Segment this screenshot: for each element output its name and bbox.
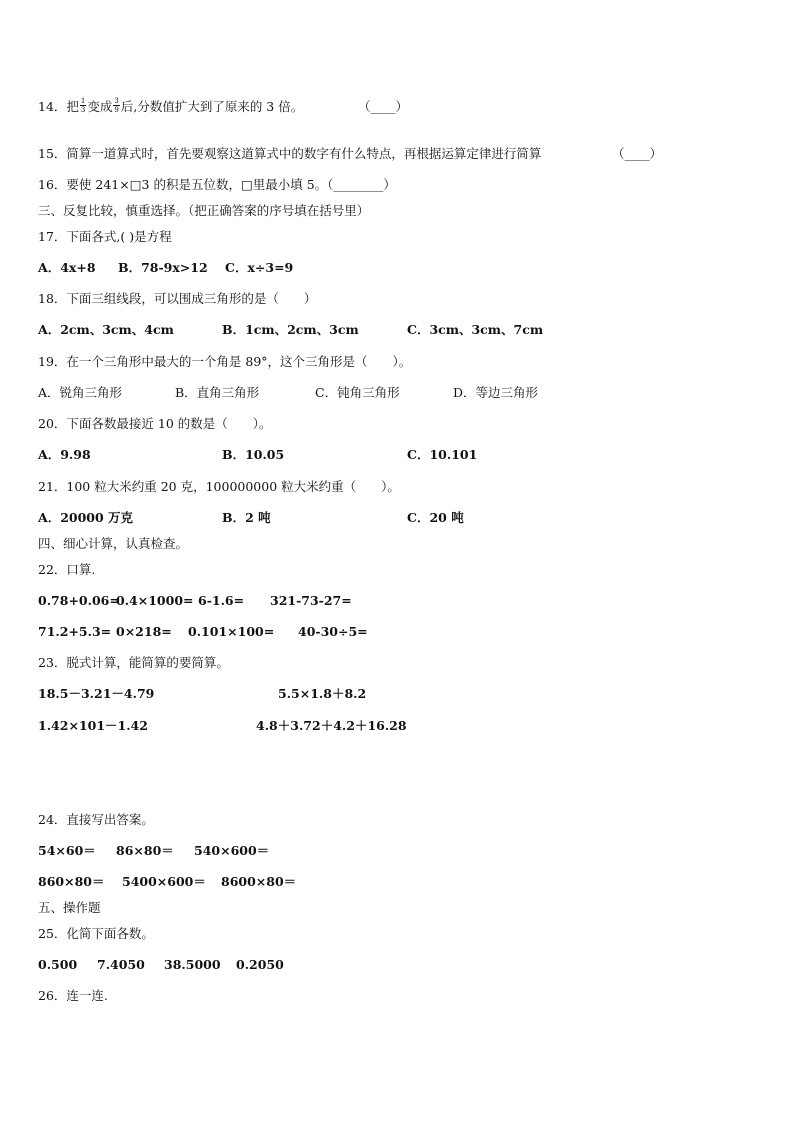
q19-option-a[interactable]: A．锐角三角形 [38, 385, 123, 400]
q22-item: 321-73-27= [270, 593, 352, 608]
section-5-title: 五、操作题 [38, 900, 101, 915]
q24-item: 5400×600＝ [122, 874, 206, 889]
question-17: 17．下面各式,( )是方程 [38, 229, 172, 244]
question-15: 15．简算一道算式时，首先要观察这道算式中的数字有什么特点，再根据运算定律进行简算 [38, 146, 542, 161]
q18-option-b[interactable]: B．1cm、2cm、3cm [222, 322, 359, 337]
q20-option-c[interactable]: C．10.101 [407, 447, 478, 462]
q25-item: 7.4050 [97, 957, 145, 972]
question-16: 16．要使 241×□3 的积是五位数，□里最小填 5。（________） [38, 177, 396, 192]
answer-blank-15[interactable]: （____） [612, 146, 663, 161]
q23-item: 5.5×1.8＋8.2 [278, 686, 367, 701]
q22-item: 0.4×1000= [116, 593, 194, 608]
question-19: 19．在一个三角形中最大的一个角是 89°，这个三角形是（ ）。 [38, 354, 412, 369]
q25-item: 0.2050 [236, 957, 284, 972]
q22-item: 71.2+5.3= [38, 624, 112, 639]
question-14: 14．把 $\frac{1}{3}$ 变成 $\frac{3}{9}$ 后,分数值扩大到了原来的 3 倍。 [38, 97, 304, 114]
section-4-title: 四、细心计算，认真检查。 [38, 536, 189, 551]
question-20: 20．下面各数最接近 10 的数是（ ）。 [38, 416, 272, 431]
answer-blank-14[interactable]: （____） [358, 99, 409, 114]
question-21: 21．100 粒大米约重 20 克，100000000 粒大米约重（ ）。 [38, 479, 400, 494]
q23-item: 4.8＋3.72＋4.2＋16.28 [256, 718, 407, 733]
q23-item: 18.5－3.21－4.79 [38, 686, 155, 701]
q25-item: 38.5000 [164, 957, 221, 972]
fraction-1: $\frac{1}{3}$ [80, 97, 86, 114]
q21-option-c[interactable]: C．20 吨 [407, 510, 464, 525]
q22-item: 6-1.6= [198, 593, 245, 608]
q20-option-b[interactable]: B．10.05 [222, 447, 285, 462]
q22-item: 0.78+0.06= [38, 593, 120, 608]
q21-option-b[interactable]: B．2 吨 [222, 510, 271, 525]
q18-option-c[interactable]: C．3cm、3cm、7cm [407, 322, 544, 337]
q19-option-c[interactable]: C．钝角三角形 [315, 385, 400, 400]
q22-item: 0.101×100= [188, 624, 275, 639]
q24-item: 54×60＝ [38, 843, 96, 858]
q17-option-b[interactable]: B．78-9x>12 [118, 260, 208, 275]
question-26: 26．连一连. [38, 988, 108, 1003]
question-24: 24．直接写出答案。 [38, 812, 154, 827]
q24-item: 8600×80＝ [221, 874, 297, 889]
question-18: 18．下面三组线段，可以围成三角形的是（ ） [38, 291, 317, 306]
q25-item: 0.500 [38, 957, 78, 972]
fraction-2: $\frac{3}{9}$ [114, 97, 119, 114]
q20-option-a[interactable]: A．9.98 [38, 447, 91, 462]
q22-item: 0×218= [116, 624, 172, 639]
q18-option-a[interactable]: A．2cm、3cm、4cm [38, 322, 174, 337]
q24-item: 860×80＝ [38, 874, 105, 889]
question-23: 23．脱式计算，能简算的要简算。 [38, 655, 229, 670]
question-22: 22．口算. [38, 562, 96, 577]
question-25: 25．化简下面各数。 [38, 926, 154, 941]
q17-option-a[interactable]: A．4x+8 [38, 260, 96, 275]
q19-option-b[interactable]: B．直角三角形 [175, 385, 260, 400]
q19-option-d[interactable]: D．等边三角形 [453, 385, 539, 400]
q17-option-c[interactable]: C．x÷3=9 [225, 260, 294, 275]
q24-item: 86×80＝ [116, 843, 174, 858]
q21-option-a[interactable]: A．20000 万克 [38, 510, 134, 525]
q22-item: 40-30÷5= [298, 624, 368, 639]
section-3-title: 三、反复比较，慎重选择。（把正确答案的序号填在括号里） [38, 203, 370, 218]
q24-item: 540×600＝ [194, 843, 270, 858]
q23-item: 1.42×101－1.42 [38, 718, 148, 733]
